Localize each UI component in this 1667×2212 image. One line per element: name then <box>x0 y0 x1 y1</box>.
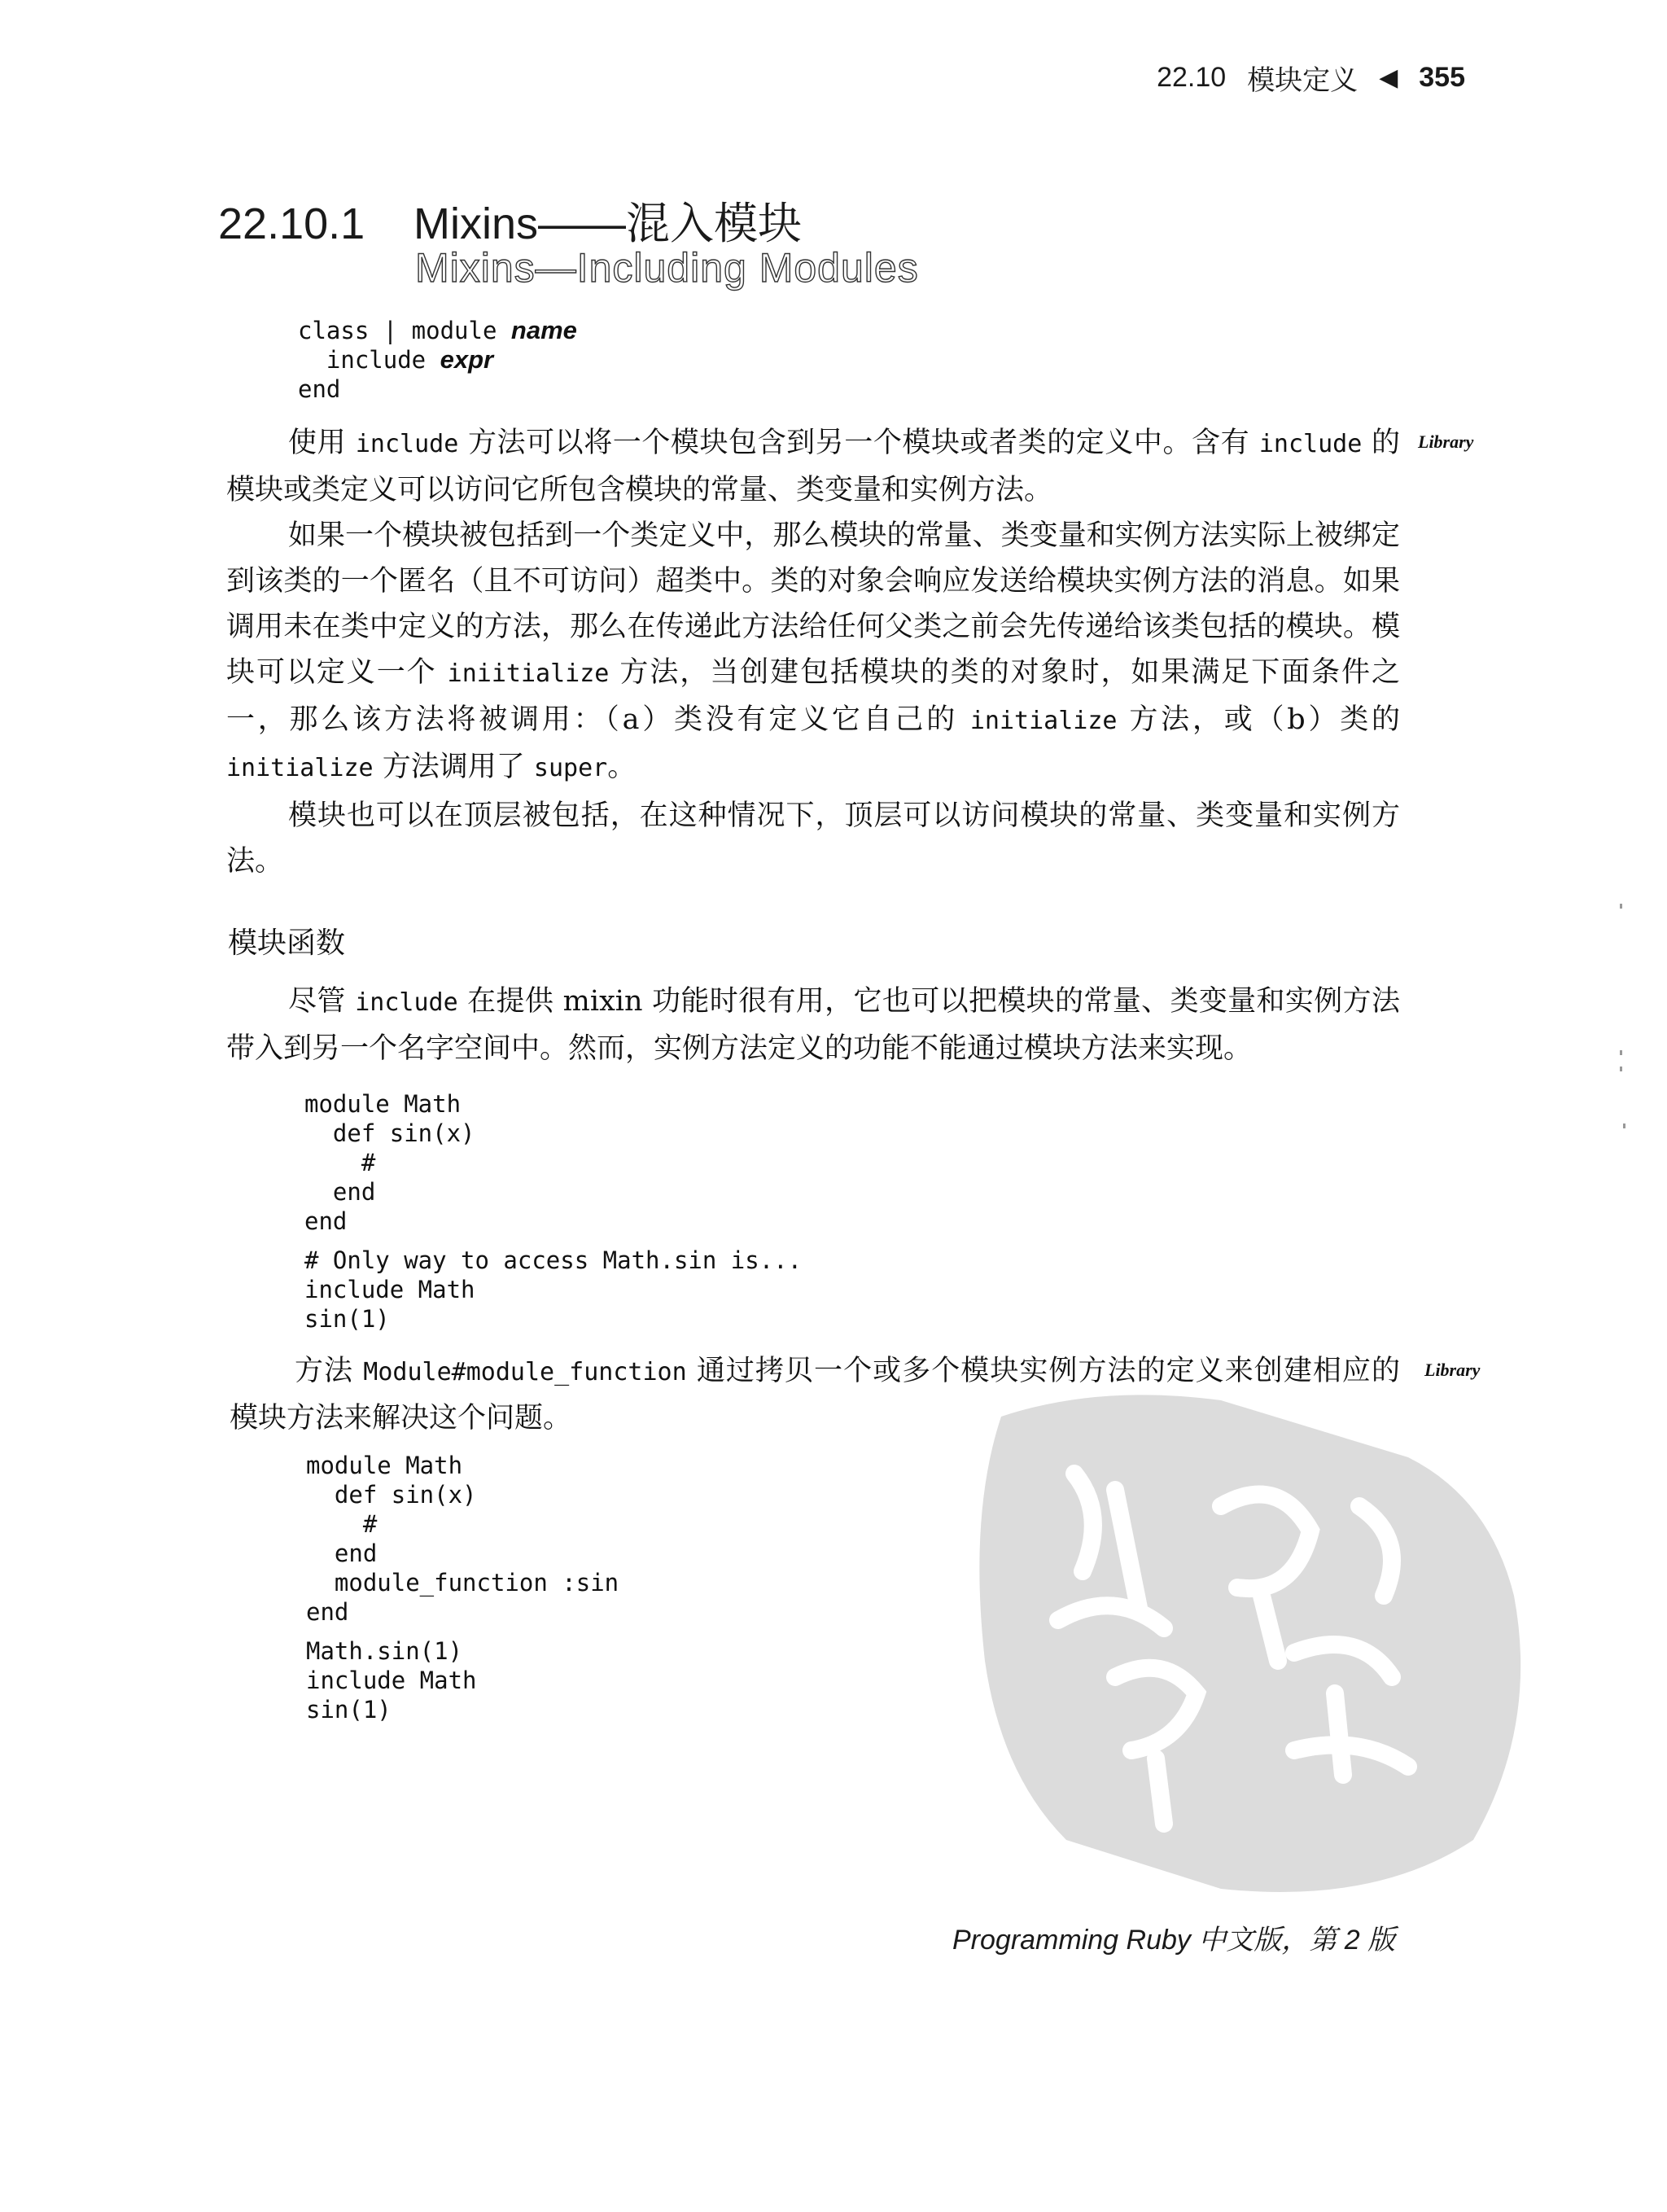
text-run: 方法，或（b）类的 <box>1117 703 1401 736</box>
code-line: module_function :sin <box>306 1569 619 1597</box>
inline-code: initialize <box>226 754 374 782</box>
inline-code: include <box>1258 430 1363 458</box>
subheading-module-functions: 模块函数 <box>228 926 346 960</box>
section-title-en: Mixins—Including Modules <box>415 245 919 291</box>
scan-mark <box>1620 904 1622 909</box>
section-number: 22.10.1 <box>218 199 365 248</box>
code-line: # <box>306 1510 378 1538</box>
code-block-module-function <box>306 1451 619 1724</box>
scan-mark <box>1620 1050 1622 1055</box>
syntax-expr: expr <box>440 345 494 374</box>
inline-code: iniitialize <box>447 659 610 688</box>
syntax-name: name <box>510 316 577 344</box>
inline-code: super <box>533 754 608 782</box>
code-line: sin(1) <box>304 1305 390 1333</box>
code-line: end <box>304 1207 348 1235</box>
code-line: def sin(x) <box>304 1119 475 1147</box>
footer-book-title: Programming Ruby 中文版，第 2 版 <box>952 1925 1396 1956</box>
text-run: 使用 <box>288 427 356 459</box>
paragraph-namespace <box>226 979 1400 1071</box>
text-run: 方法调用了 <box>373 751 534 783</box>
header-section-title: 模块定义 <box>1247 64 1359 96</box>
header-section-number: 22.10 <box>1157 61 1227 93</box>
inline-code: include <box>355 430 459 458</box>
paragraph-mixin-behavior <box>226 513 1400 791</box>
section-title-cn: Mixins——混入模块 <box>413 199 803 248</box>
code-line: sin(1) <box>306 1696 392 1724</box>
code-line: # <box>304 1149 376 1176</box>
code-line: end <box>306 1598 349 1626</box>
text-run: 方法，当创建包括模块的类的对象时，如果满足下面条件之一，那么该方法将被调用：（a）类没有定义它自己的 <box>226 656 1400 736</box>
running-header <box>1058 57 1465 98</box>
paragraph-top-level: 模块也可以在顶层被包括，在这种情况下，顶层可以访问模块的常量、类变量和实例方法。 <box>226 799 1400 878</box>
code-block-math <box>304 1089 802 1334</box>
inline-code: Module#module_function <box>363 1358 687 1386</box>
code-line: include Math <box>304 1276 475 1303</box>
code-line: module Math <box>304 1090 462 1118</box>
text-run: 如果一个模块被包括到一个类定义中，那么模块的常量、类变量和实例方法实际上被绑定到该类的一个匿名（且不可访问）超类中。类的对象会响应发送给模块实例方法的消息。如果调用未在类中定义的方法，那么在传递此方法给任何父类之前会先传递给该类包括的模块。模块可以定义一个 <box>226 519 1400 689</box>
text-run: 在提供 mixin 功能时很有用，它也可以把模块的常量、类变量和实例方法带入到另一个名字空间中。然而，实例方法定义的功能不能通过模块方法来实现。 <box>226 985 1400 1065</box>
code-line: module Math <box>306 1452 463 1479</box>
scan-mark <box>1623 1124 1625 1128</box>
seal-stamp-watermark <box>952 1384 1538 1921</box>
text-run: 通过拷贝一个或多个模块实例方法的定义来创建相应的模块方法来解决这个问题。 <box>230 1355 1400 1435</box>
scan-mark <box>1620 1067 1622 1071</box>
text-run: 方法可以将一个模块包含到另一个模块或者类的定义中。含有 <box>458 427 1259 459</box>
code-line: Math.sin(1) <box>306 1637 463 1665</box>
code-line: include Math <box>306 1667 477 1694</box>
syntax-block <box>298 316 577 404</box>
syntax-line-1: class | module <box>298 317 511 344</box>
syntax-line-2: include <box>298 346 440 374</box>
triangle-left-icon: ◀ <box>1379 64 1398 91</box>
code-line: end <box>304 1178 376 1206</box>
text-run: 。 <box>607 751 637 783</box>
sidebar-label-library-2: Library <box>1424 1360 1481 1380</box>
syntax-line-3: end <box>298 375 341 403</box>
sidebar-label-library: Library <box>1418 431 1474 452</box>
section-title <box>218 189 802 252</box>
code-line: end <box>306 1540 378 1567</box>
paragraph-include <box>226 420 1400 513</box>
code-line: def sin(x) <box>306 1481 477 1509</box>
text-run: 尽管 <box>288 985 356 1018</box>
code-line: # Only way to access Math.sin is... <box>304 1246 803 1274</box>
text-run: 的模块或类定义可以访问它所包含模块的常量、类变量和实例方法。 <box>226 427 1400 506</box>
page-number: 355 <box>1419 61 1465 93</box>
inline-code: include <box>355 988 458 1017</box>
text-run: 方法 <box>295 1355 364 1387</box>
inline-code: initialize <box>969 707 1118 735</box>
